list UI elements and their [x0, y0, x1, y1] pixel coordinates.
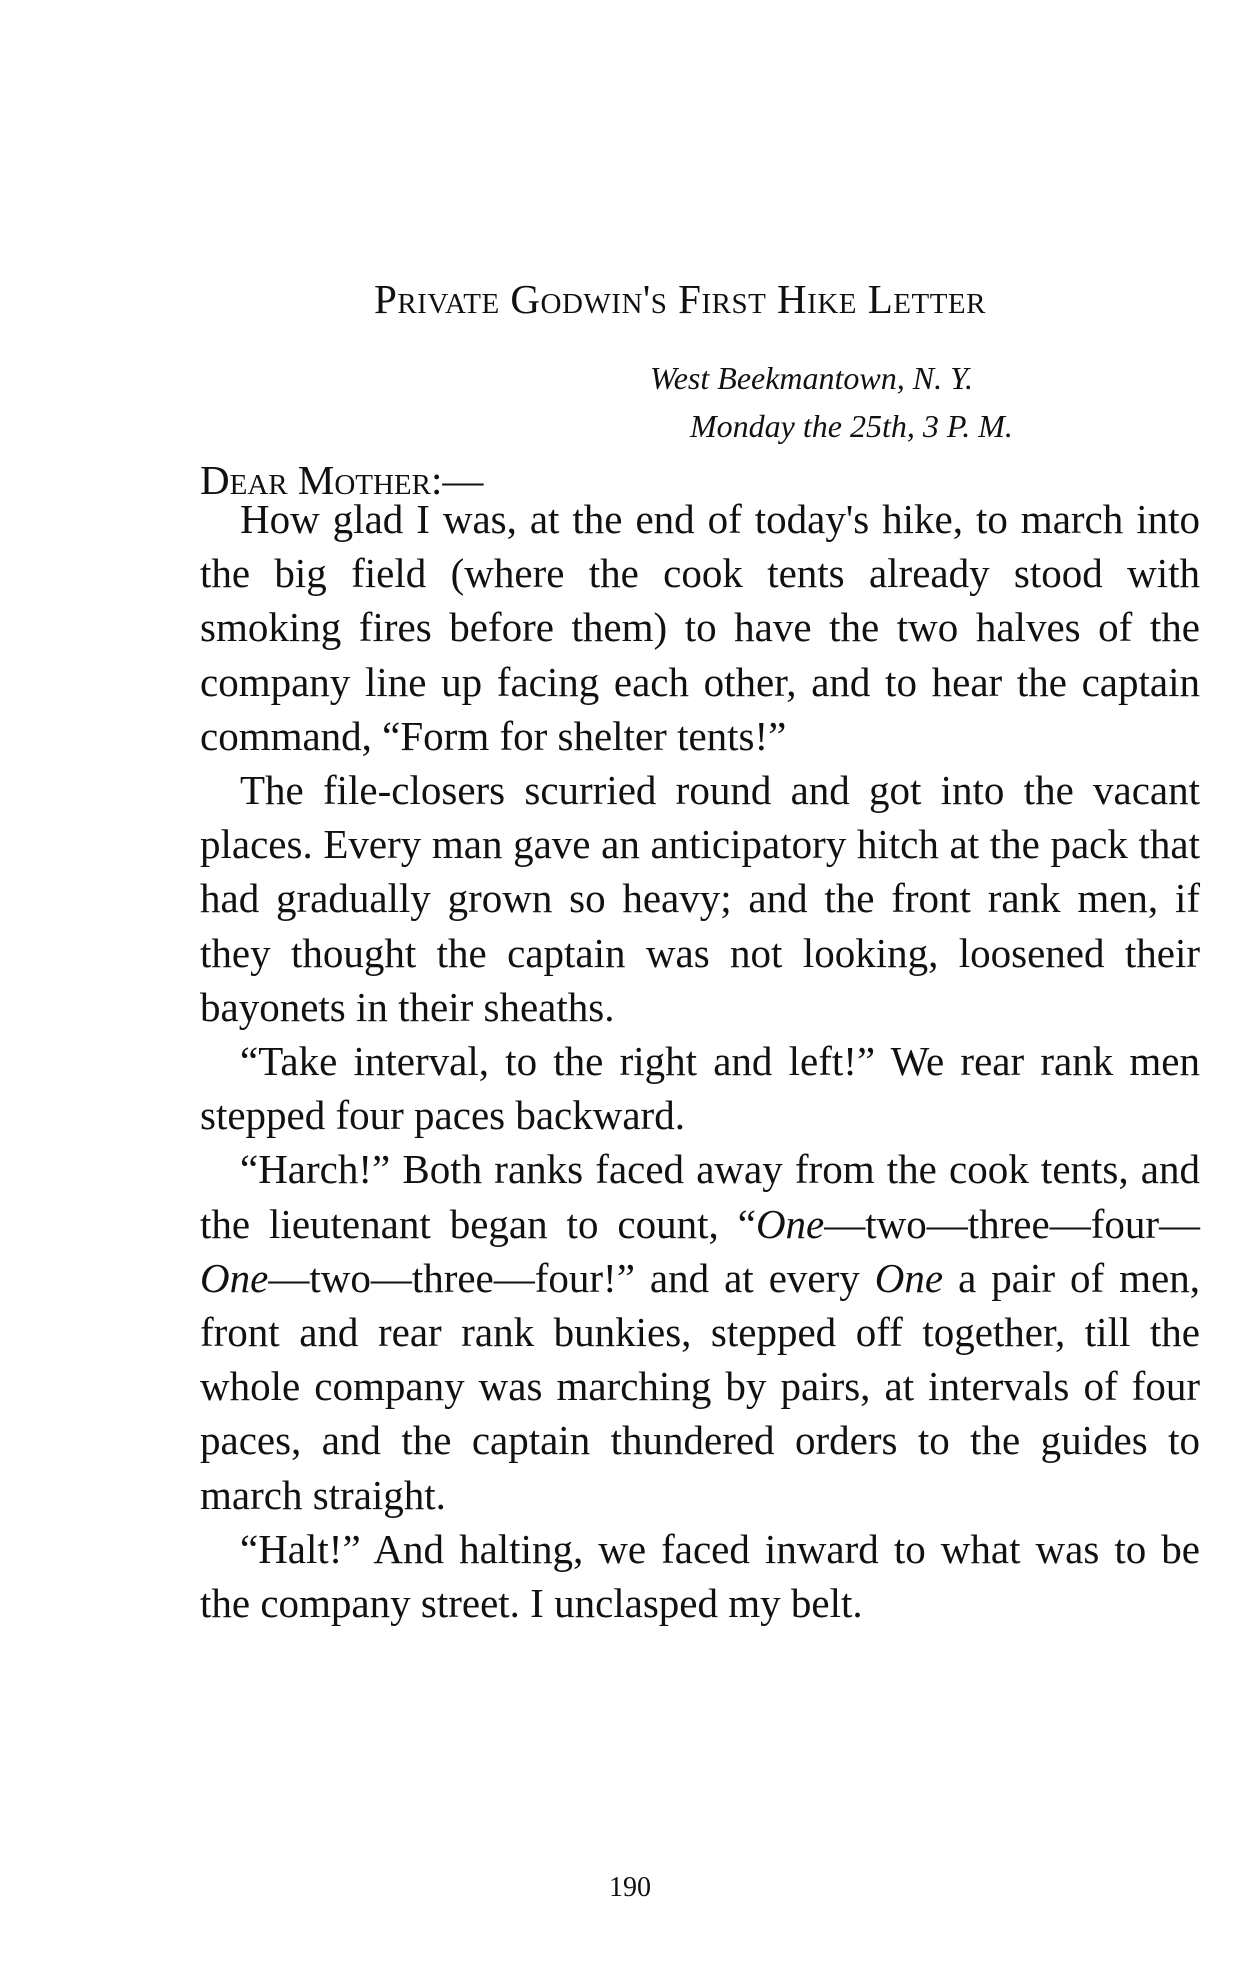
dateline-time: Monday the 25th, 3 P. M. [690, 408, 1013, 444]
emphasis: One [874, 1254, 944, 1301]
paragraph: “Halt!” And halting, we faced inward to what was to be the company street. I unclasped my belt. [200, 1525, 1200, 1627]
letter-body [200, 492, 1200, 1630]
paragraph-text: —two—three—four— [824, 1200, 1200, 1247]
paragraph-text: a pair of men, front and rear rank bunkies, stepped off together, till the whole company was marching by pairs, at intervals of four paces, and the captain thundered orders to the guides to march straight. [200, 1254, 1200, 1518]
dateline-place: West Beekmantown, N. Y. [650, 360, 973, 396]
chapter-heading: Private Godwin's First Hike Letter [374, 276, 986, 322]
paragraph: How glad I was, at the end of today's hike, to march into the big field (where the cook tents already stood with smoking fires before them) to have the two halves of the company line up facing each other, and to hear the captain command, “Form for shelter tents!” [200, 496, 1200, 759]
paragraph-text: —two—three—four!” and at every [268, 1254, 875, 1301]
page-number: 190 [609, 1872, 651, 1903]
salutation: Dear Mother:— [200, 457, 484, 503]
emphasis: One [755, 1200, 825, 1247]
paragraph: “Take interval, to the right and left!” We rear rank men stepped four paces backward. [200, 1038, 1200, 1139]
emphasis: One [200, 1254, 269, 1301]
paragraph [200, 1142, 1200, 1521]
paragraph: The file-closers scurried round and got into the vacant places. Every man gave an anticipatory hitch at the pack that had gradually grown so heavy; and the front rank men, if they thought the captain was not looking, loosened their bayonets in their sheaths. [200, 767, 1200, 1030]
paragraph-text: “Harch!” Both ranks faced away from the cook tents, and the lieutenant began to count, “ [200, 1146, 1200, 1247]
